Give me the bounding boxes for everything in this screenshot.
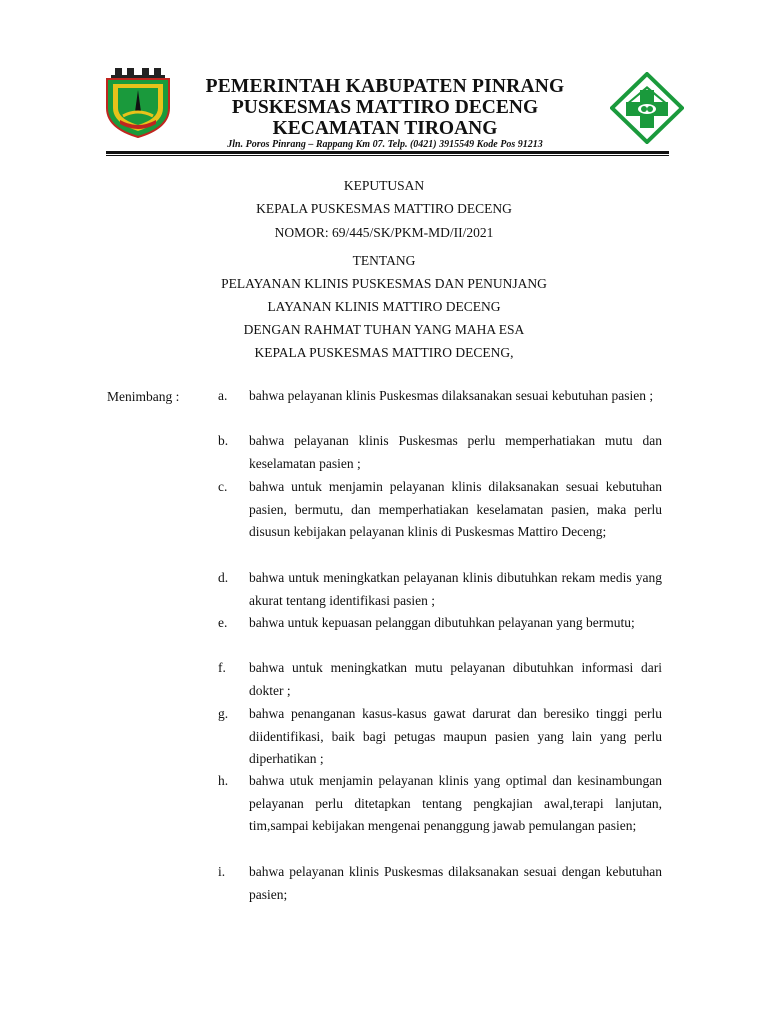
- decision-type: KEPUTUSAN: [343, 178, 425, 193]
- item-text: bahwa untuk menjamin pelayanan klinis dilaksanakan sesuai kebutuhan pasien, bermutu, dan memperhatiakan keselamatan pasien, maka perlu disusun kebijakan pelayanan klinis di Puskesmas Mattiro Deceng;: [249, 479, 662, 539]
- decision-issuer: KEPALA PUSKESMAS MATTIRO DECENG: [256, 201, 512, 216]
- item-marker: b.: [218, 433, 229, 448]
- considering-item: [218, 430, 662, 475]
- header-rule-thick: [106, 151, 669, 154]
- item-marker: d.: [218, 570, 229, 585]
- item-text: bahwa penanganan kasus-kasus gawat darurat dan beresiko tinggi perlu diidentifikasi, baik bagi petugas maupun pasien yang lain yang perlu diperhatikan ;: [249, 706, 662, 766]
- considering-item: [218, 385, 662, 408]
- health-center-name: PUSKESMAS MATTIRO DECENG: [231, 97, 539, 118]
- decision-number: NOMOR: 69/445/SK/PKM-MD/II/2021: [274, 225, 494, 240]
- considering-item: [218, 657, 662, 702]
- item-text: bahwa untuk meningkatkan mutu pelayanan dibutuhkan informasi dari dokter ;: [249, 660, 662, 698]
- item-marker: a.: [218, 388, 228, 403]
- considering-item: [218, 476, 662, 544]
- item-marker: e.: [218, 615, 228, 630]
- considering-item: [218, 861, 662, 906]
- item-marker: i.: [218, 864, 226, 879]
- about-heading: TENTANG: [352, 253, 416, 268]
- considering-item: [218, 770, 662, 838]
- district-name: KECAMATAN TIROANG: [272, 118, 498, 139]
- regency-crest-icon: [103, 68, 173, 138]
- subject-line-2: LAYANAN KLINIS MATTIRO DECENG: [267, 299, 501, 314]
- item-text: bahwa utuk menjamin pelayanan klinis yang optimal dan kesinambungan pelayanan perlu ditetapkan tentang pengkajian awal,terapi lanjutan, tim,sampai kebijakan mengenai penanggung jawab pemulangan pasien;: [249, 773, 662, 833]
- item-text: bahwa pelayanan klinis Puskesmas perlu memperhatiakan mutu dan keselamatan pasien ;: [249, 433, 662, 471]
- government-name: PEMERINTAH KABUPATEN PINRANG: [205, 76, 565, 97]
- header-rule-thin: [106, 155, 669, 156]
- item-marker: f.: [218, 660, 226, 675]
- considering-item: [218, 703, 662, 771]
- subject-line-1: PELAYANAN KLINIS PUSKESMAS DAN PENUNJANG: [221, 276, 547, 291]
- considering-item: [218, 567, 662, 612]
- address-line: Jln. Poros Pinrang – Rappang Km 07. Telp. (0421) 3915549 Kode Pos 91213: [227, 139, 543, 150]
- puskesmas-logo-icon: [610, 72, 684, 144]
- item-marker: g.: [218, 706, 229, 721]
- item-marker: h.: [218, 773, 229, 788]
- item-text: bahwa untuk meningkatkan pelayanan klinis dibutuhkan rekam medis yang akurat tentang identifikasi pasien ;: [249, 570, 662, 608]
- blessing-line: DENGAN RAHMAT TUHAN YANG MAHA ESA: [243, 322, 525, 337]
- item-marker: c.: [218, 479, 228, 494]
- item-text: bahwa pelayanan klinis Puskesmas dilaksanakan sesuai dengan kebutuhan pasien;: [249, 864, 662, 902]
- letterhead: [0, 0, 768, 160]
- item-text: bahwa untuk kepuasan pelanggan dibutuhkan pelayanan yang bermutu;: [249, 615, 635, 630]
- considering-label: Menimbang :: [107, 389, 180, 404]
- authority-line: KEPALA PUSKESMAS MATTIRO DECENG,: [254, 345, 514, 360]
- item-text: bahwa pelayanan klinis Puskesmas dilaksanakan sesuai kebutuhan pasien ;: [249, 388, 654, 403]
- considering-item: [218, 612, 662, 635]
